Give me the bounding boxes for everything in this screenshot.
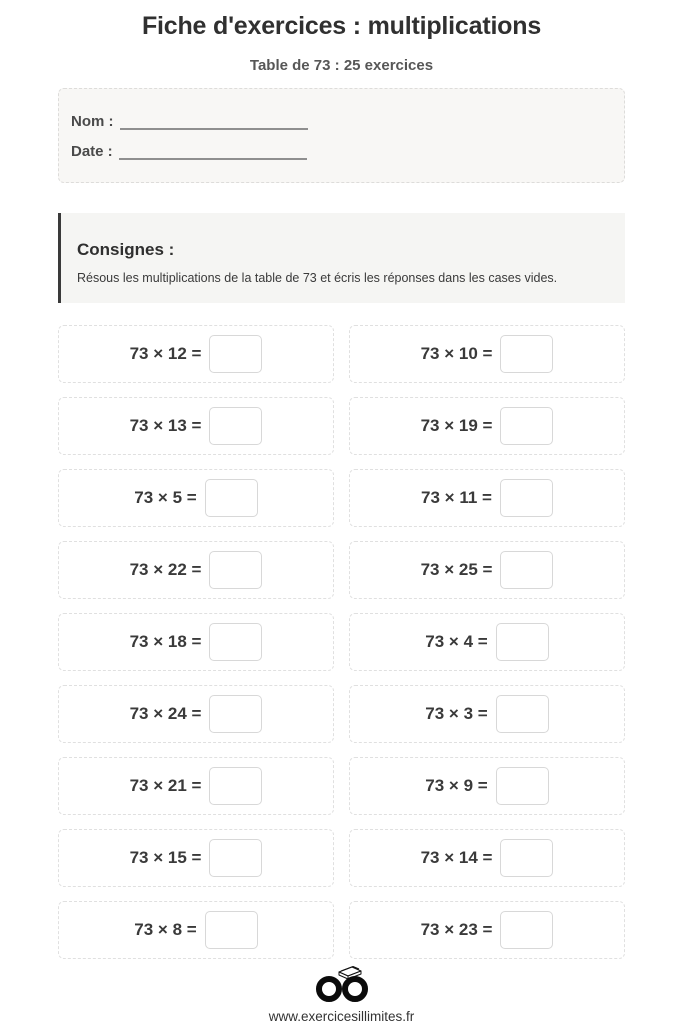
exercise-cell <box>349 469 625 527</box>
exercise-label: 73 × 5 = <box>134 488 197 507</box>
name-fill-line <box>120 116 308 130</box>
answer-input-box[interactable] <box>496 767 549 805</box>
answer-input-box[interactable] <box>500 911 553 949</box>
answer-input-box[interactable] <box>209 695 262 733</box>
name-date-box <box>58 88 625 183</box>
date-row <box>71 143 610 160</box>
exercise-grid <box>58 325 625 959</box>
exercise-cell <box>58 685 334 743</box>
answer-input-box[interactable] <box>209 839 262 877</box>
exercise-label: 73 × 21 = <box>129 776 202 795</box>
answer-input-box[interactable] <box>209 407 262 445</box>
exercise-cell <box>58 613 334 671</box>
exercise-cell <box>349 757 625 815</box>
exercise-label: 73 × 9 = <box>425 776 488 795</box>
exercise-cell <box>349 541 625 599</box>
answer-input-box[interactable] <box>209 767 262 805</box>
answer-input-box[interactable] <box>500 839 553 877</box>
footer-website-text: www.exercicesillimites.fr <box>268 1009 415 1024</box>
name-row <box>71 113 610 130</box>
exercise-label: 73 × 13 = <box>129 416 202 435</box>
infinity-books-icon <box>306 963 378 1003</box>
exercise-label: 73 × 8 = <box>134 920 197 939</box>
page-subtitle: Table de 73 : 25 exercices <box>249 57 434 74</box>
page-title: Fiche d'exercices : multiplications <box>141 12 542 40</box>
answer-input-box[interactable] <box>209 551 262 589</box>
exercise-label: 73 × 22 = <box>129 560 202 579</box>
answer-input-box[interactable] <box>205 911 258 949</box>
exercise-cell <box>349 325 625 383</box>
exercise-label: 73 × 23 = <box>420 920 493 939</box>
exercise-label: 73 × 19 = <box>420 416 493 435</box>
exercise-cell <box>349 901 625 959</box>
instructions-text: Résous les multiplications de la table de 73 et écris les réponses dans les cases vides. <box>77 271 558 285</box>
exercise-label: 73 × 18 = <box>129 632 202 651</box>
date-label: Date : <box>71 143 113 160</box>
exercise-cell <box>58 397 334 455</box>
answer-input-box[interactable] <box>500 551 553 589</box>
exercise-label: 73 × 25 = <box>420 560 493 579</box>
answer-input-box[interactable] <box>496 695 549 733</box>
instructions-box <box>58 213 625 303</box>
exercise-label: 73 × 10 = <box>420 344 493 363</box>
date-fill-line <box>119 146 307 160</box>
name-label: Nom : <box>71 113 114 130</box>
exercise-label: 73 × 24 = <box>129 704 202 723</box>
exercise-cell <box>349 829 625 887</box>
answer-input-box[interactable] <box>205 479 258 517</box>
exercise-label: 73 × 12 = <box>129 344 202 363</box>
answer-input-box[interactable] <box>500 479 553 517</box>
exercise-cell <box>58 325 334 383</box>
exercise-label: 73 × 15 = <box>129 848 202 867</box>
answer-input-box[interactable] <box>496 623 549 661</box>
exercise-cell <box>58 757 334 815</box>
footer <box>58 963 625 1024</box>
answer-input-box[interactable] <box>500 407 553 445</box>
exercise-cell <box>349 685 625 743</box>
exercise-cell <box>58 469 334 527</box>
answer-input-box[interactable] <box>209 623 262 661</box>
exercise-label: 73 × 14 = <box>420 848 493 867</box>
exercise-label: 73 × 3 = <box>425 704 488 723</box>
exercise-cell <box>58 901 334 959</box>
exercise-label: 73 × 11 = <box>421 488 492 507</box>
exercise-cell <box>58 541 334 599</box>
exercise-cell <box>349 613 625 671</box>
exercise-cell <box>58 829 334 887</box>
exercise-label: 73 × 4 = <box>425 632 488 651</box>
answer-input-box[interactable] <box>209 335 262 373</box>
answer-input-box[interactable] <box>500 335 553 373</box>
instructions-heading: Consignes : <box>77 240 175 259</box>
exercise-cell <box>349 397 625 455</box>
